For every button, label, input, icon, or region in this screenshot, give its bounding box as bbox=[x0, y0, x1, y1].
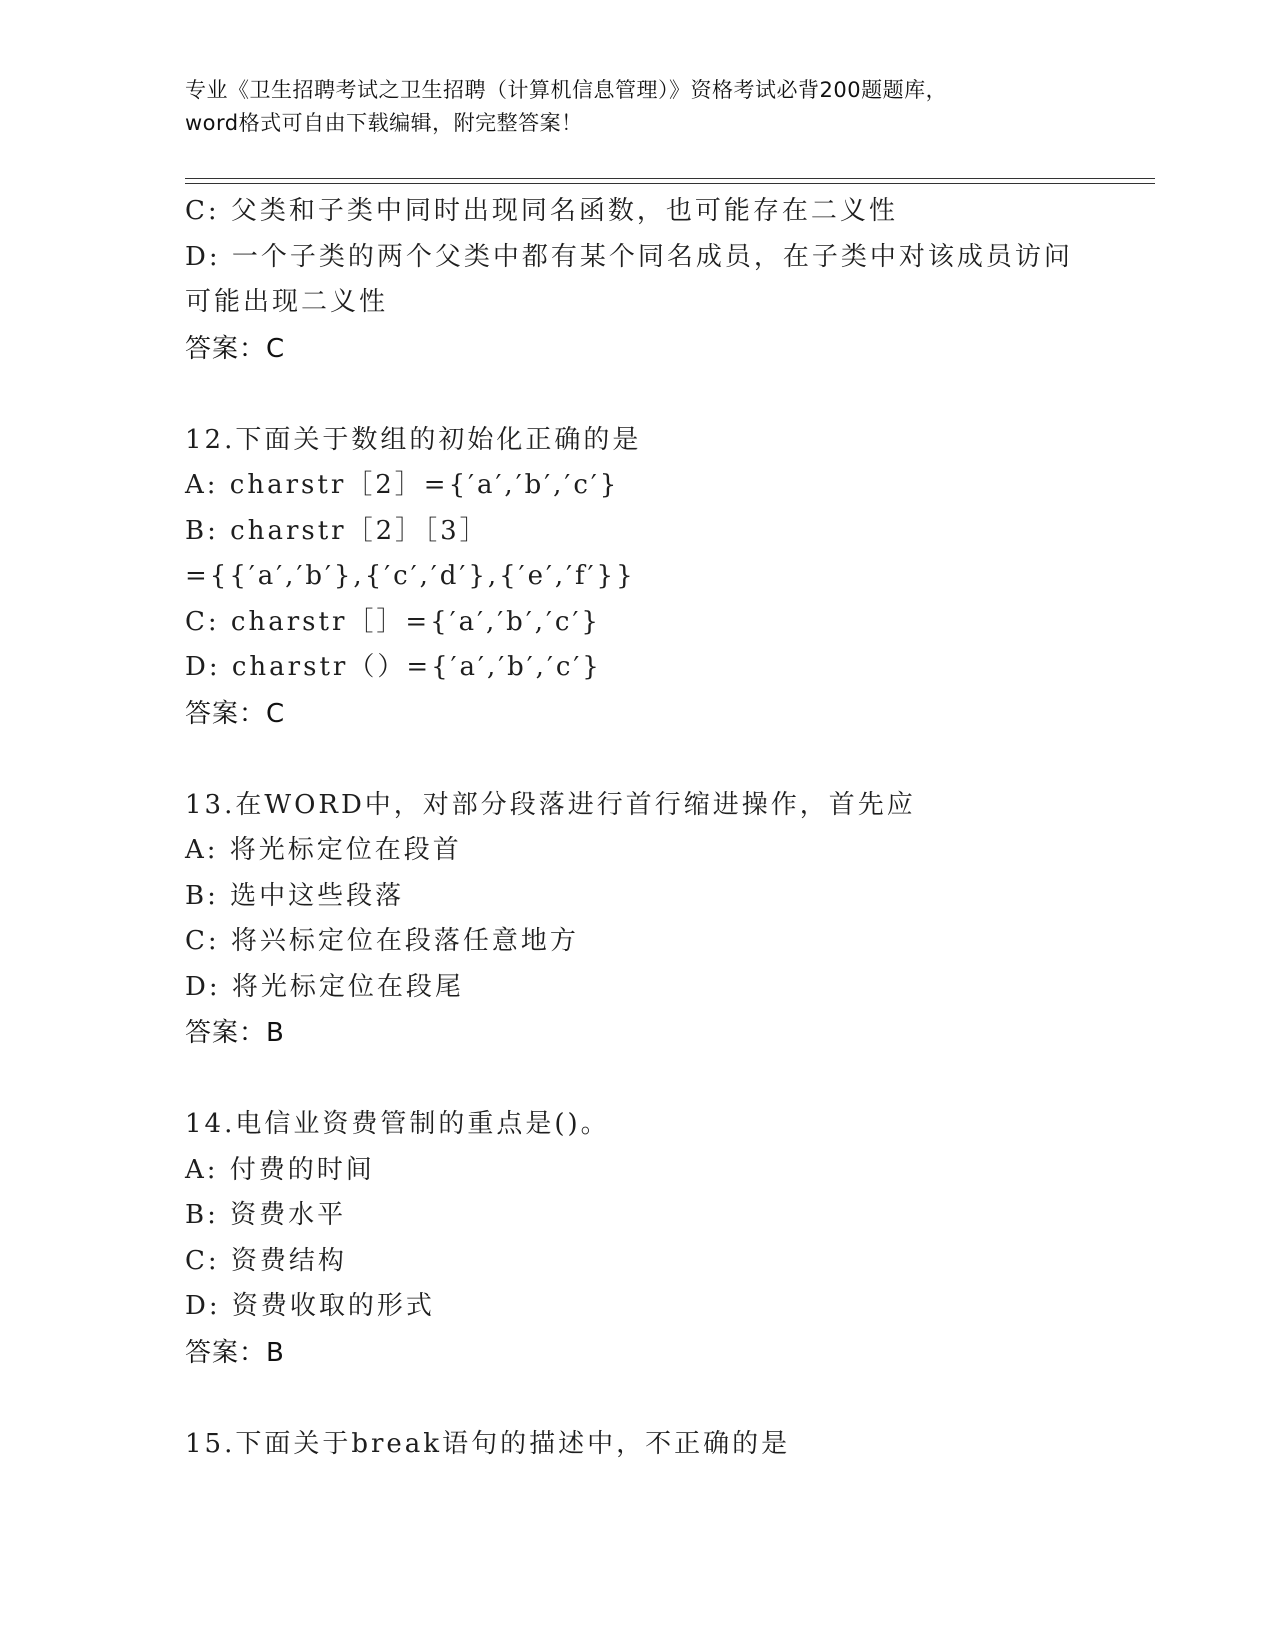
option-b: B: 选中这些段落 bbox=[185, 880, 405, 911]
spacer bbox=[185, 372, 1085, 418]
option-c: C: charstr［］={′a′,′b′,′c′} bbox=[185, 606, 601, 637]
option-d: D: 将光标定位在段尾 bbox=[185, 971, 464, 1002]
option-b: B: 资费水平 bbox=[185, 1200, 347, 1230]
option-c: C: 将兴标定位在段落任意地方 bbox=[185, 926, 579, 956]
header-line-1: 专业《卫生招聘考试之卫生招聘（计算机信息管理）》资格考试必背200题题库， bbox=[185, 78, 948, 102]
question-block-14 bbox=[185, 1102, 1085, 1376]
question-text: 13.在WORD中，对部分段落进行首行缩进操作，首先应 bbox=[185, 789, 916, 820]
option-d-continued: 可能出现二义性 bbox=[185, 287, 389, 317]
spacer bbox=[185, 1056, 1085, 1102]
option-c: C: 资费结构 bbox=[185, 1245, 347, 1276]
spacer bbox=[185, 737, 1085, 783]
option-c: C: 父类和子类中同时出现同名函数，也可能存在二义性 bbox=[185, 196, 898, 226]
answer-label: 答案：B bbox=[185, 1018, 285, 1048]
header-line-2: word格式可自由下载编辑，附完整答案！ bbox=[185, 111, 583, 135]
question-block-13 bbox=[185, 783, 1085, 1057]
document-header bbox=[185, 74, 1085, 140]
question-text: 15.下面关于break语句的描述中，不正确的是 bbox=[185, 1428, 791, 1459]
spacer bbox=[185, 1376, 1085, 1422]
question-block-11 bbox=[185, 189, 1085, 372]
option-d: D: charstr（）={′a′,′b′,′c′} bbox=[185, 652, 602, 682]
header-divider-top bbox=[185, 178, 1155, 179]
answer-label: 答案：B bbox=[185, 1337, 285, 1368]
option-a: A: charstr［2］={′a′,′b′,′c′} bbox=[185, 470, 620, 500]
option-b: B: charstr［2］［3］ bbox=[185, 515, 489, 546]
header-divider-bottom bbox=[185, 183, 1155, 184]
question-text: 14.电信业资费管制的重点是()。 bbox=[185, 1109, 610, 1139]
option-a: A: 将光标定位在段首 bbox=[185, 835, 462, 865]
option-d: D: 一个子类的两个父类中都有某个同名成员，在子类中对该成员访问 bbox=[185, 241, 1073, 272]
question-text: 12.下面关于数组的初始化正确的是 bbox=[185, 424, 642, 455]
answer-label: 答案：C bbox=[185, 698, 286, 729]
option-a: A: 付费的时间 bbox=[185, 1154, 375, 1185]
document-body bbox=[185, 189, 1085, 1467]
option-b-continued: ={{′a′,′b′},{′c′,′d′},{′e′,′f′}} bbox=[185, 561, 636, 591]
option-d: D: 资费收取的形式 bbox=[185, 1291, 435, 1321]
question-block-12 bbox=[185, 418, 1085, 737]
question-block-15 bbox=[185, 1422, 1085, 1468]
answer-label: 答案：C bbox=[185, 333, 286, 364]
